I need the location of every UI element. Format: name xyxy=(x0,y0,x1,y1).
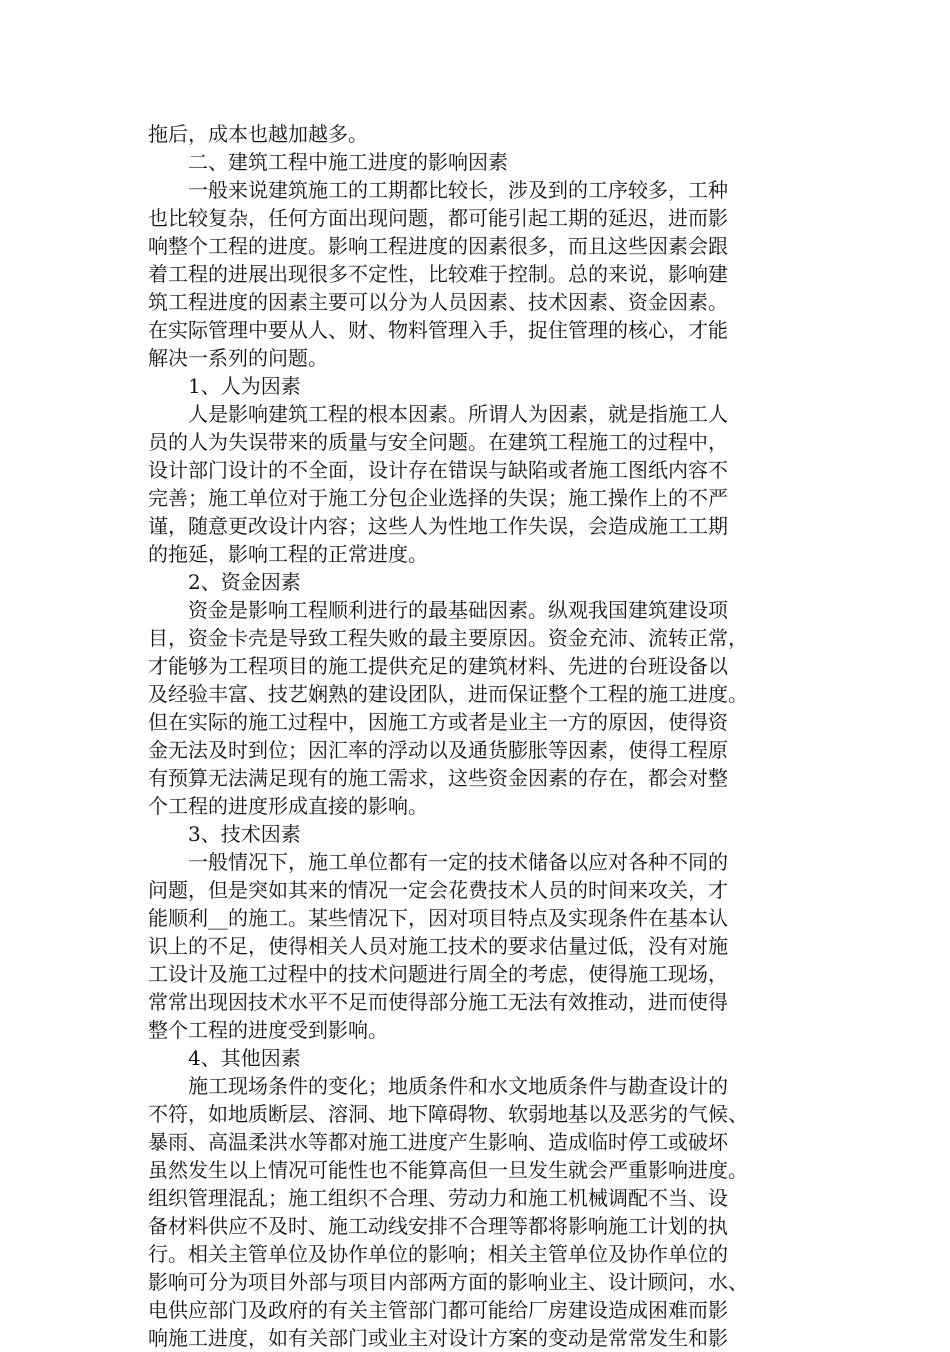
text-line: 能顺利__的施工。某些情况下，因对项目特点及实现条件在基本认 xyxy=(148,906,728,930)
text-line: 响施工进度，如有关部门或业主对设计方案的变动是常常发生和影 xyxy=(148,1326,728,1350)
paragraph-start-line: 施工现场条件的变化；地质条件和水文地质条件与勘查设计的 xyxy=(188,1074,728,1098)
text-line: 目，资金卡壳是导致工程失败的最主要原因。资金充沛、流转正常， xyxy=(148,626,748,650)
text-line: 谨，随意更改设计内容；这些人为性地工作失误，会造成施工工期 xyxy=(148,514,728,538)
paragraph-start-line: 一般来说建筑施工的工期都比较长，涉及到的工序较多，工种 xyxy=(188,178,728,202)
text-line: 拖后，成本也越加越多。 xyxy=(148,122,368,146)
text-line: 有预算无法满足现有的施工需求，这些资金因素的存在，都会对整 xyxy=(148,766,728,790)
text-line: 工设计及施工过程中的技术问题进行周全的考虑，使得施工现场， xyxy=(148,962,728,986)
text-line: 个工程的进度形成直接的影响。 xyxy=(148,794,428,818)
text-line: 解决一系列的问题。 xyxy=(148,346,328,370)
paragraph-start-line: 一般情况下，施工单位都有一定的技术储备以应对各种不同的 xyxy=(188,850,728,874)
text-line: 识上的不足，使得相关人员对施工技术的要求估量过低，没有对施 xyxy=(148,934,728,958)
text-line: 暴雨、高温柔洪水等都对施工进度产生影响、造成临时停工或破坏 xyxy=(148,1130,728,1154)
text-line: 的拖延，影响工程的正常进度。 xyxy=(148,542,428,566)
text-line: 整个工程的进度受到影响。 xyxy=(148,1018,388,1042)
text-line: 才能够为工程项目的施工提供充足的建筑材料、先进的台班设备以 xyxy=(148,654,728,678)
text-line: 影响可分为项目外部与项目内部两方面的影响业主、设计顾问，水、 xyxy=(148,1270,748,1294)
text-line: 在实际管理中要从人、财、物料管理入手，捉住管理的核心，才能 xyxy=(148,318,728,342)
paragraph-start-line: 3、技术因素 xyxy=(188,822,301,846)
text-line: 问题，但是突如其来的情况一定会花费技术人员的时间来攻关，才 xyxy=(148,878,728,902)
text-line: 筑工程进度的因素主要可以分为人员因素、技术因素、资金因素。 xyxy=(148,290,728,314)
text-line: 完善；施工单位对于施工分包企业选择的失误；施工操作上的不严 xyxy=(148,486,728,510)
paragraph-start-line: 人是影响建筑工程的根本因素。所谓人为因素，就是指施工人 xyxy=(188,402,728,426)
text-line: 虽然发生以上情况可能性也不能算高但一旦发生就会严重影响进度。 xyxy=(148,1158,748,1182)
text-line: 组织管理混乱；施工组织不合理、劳动力和施工机械调配不当、设 xyxy=(148,1186,728,1210)
text-line: 但在实际的施工过程中，因施工方或者是业主一方的原因，使得资 xyxy=(148,710,728,734)
document-page xyxy=(148,120,798,1352)
text-line: 也比较复杂，任何方面出现问题，都可能引起工期的延迟，进而影 xyxy=(148,206,728,230)
text-line: 设计部门设计的不全面，设计存在错误与缺陷或者施工图纸内容不 xyxy=(148,458,728,482)
paragraph-start-line: 二、建筑工程中施工进度的影响因素 xyxy=(188,150,508,174)
paragraph-start-line: 1、人为因素 xyxy=(188,374,301,398)
text-line: 员的人为失误带来的质量与安全问题。在建筑工程施工的过程中， xyxy=(148,430,728,454)
paragraph-start-line: 资金是影响工程顺利进行的最基础因素。纵观我国建筑建设项 xyxy=(188,598,728,622)
text-line: 不符，如地质断层、溶洞、地下障碍物、软弱地基以及恶劣的气候、 xyxy=(148,1102,748,1126)
text-line: 电供应部门及政府的有关主管部门都可能给厂房建设造成困难而影 xyxy=(148,1298,728,1322)
text-line: 着工程的进展出现很多不定性，比较难于控制。总的来说，影响建 xyxy=(148,262,728,286)
paragraph-start-line: 2、资金因素 xyxy=(188,570,301,594)
paragraph-start-line: 4、其他因素 xyxy=(188,1046,301,1070)
text-line: 及经验丰富、技艺娴熟的建设团队，进而保证整个工程的施工进度。 xyxy=(148,682,748,706)
text-line: 响整个工程的进度。影响工程进度的因素很多，而且这些因素会跟 xyxy=(148,234,728,258)
text-line: 常常出现因技术水平不足而使得部分施工无法有效推动，进而使得 xyxy=(148,990,728,1014)
text-line: 行。相关主管单位及协作单位的影响；相关主管单位及协作单位的 xyxy=(148,1242,728,1266)
text-line: 备材料供应不及时、施工动线安排不合理等都将影响施工计划的执 xyxy=(148,1214,728,1238)
text-line: 金无法及时到位；因汇率的浮动以及通货膨胀等因素，使得工程原 xyxy=(148,738,728,762)
